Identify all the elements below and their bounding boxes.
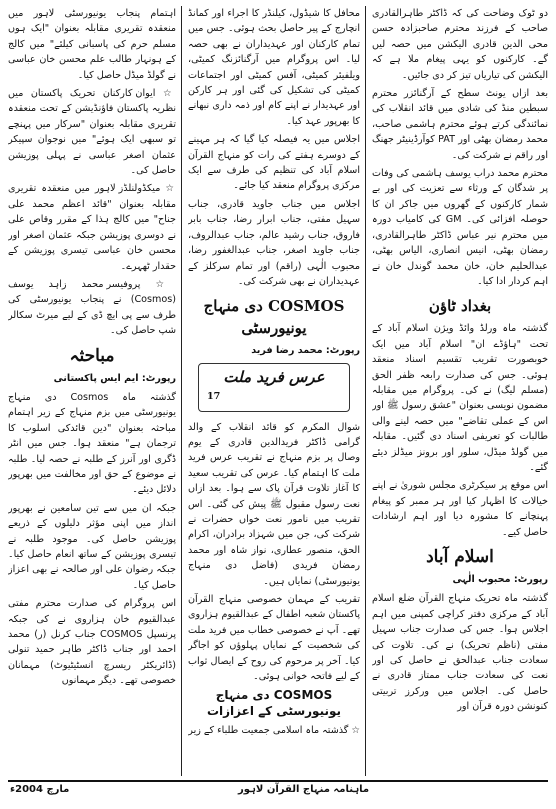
column-divider <box>181 6 182 776</box>
paragraph: اس پروگرام کی صدارت محترم مفتی عبدالقیوم خان ہزاروی نے کی جبکہ پرنسپل COSMOS جناب کرنل (ر) محمد احمد اور جناب ڈاکٹر طاہر حمید تنولی (ڈائریکٹر ریسرچ انسٹیٹیوٹ) مہمانان خصوصی تھے۔ دیگر مہمانوں <box>8 598 176 687</box>
paragraph: جبکہ ان میں سے تین سامعین نے بھرپور انداز میں اپنی مؤثر دلیلوں کے ذریعے پوزیشن حاصل کی۔ موجود طلبہ نے تیسری پوزیشن کے ساتھ انعام حاصل کیا۔ جبکہ رضوان علی اور صالحہ نے بھی اعزاز حاصل کیا۔ <box>8 502 176 591</box>
urs-box <box>198 363 350 412</box>
footer-divider <box>8 780 548 782</box>
page <box>8 6 548 776</box>
section-heading-cosmos: COSMOS دی منہاج یونیورسٹی <box>203 297 345 338</box>
paragraph: تقریب کے مہمان خصوصی منہاج القرآن پاکستان شعبہ اطفال کے عبدالقیوم ہزاروی تھے۔ آپ نے خصوصی خطاب میں فرید ملت کی شخصیت کے نمایاں پہلوؤں کو اجاگر کیا۔ آخر پر مرحوم کی روح کے ایصال ثواب کے لیے فاتحہ خوانی ہوئی۔ <box>188 594 360 683</box>
column-divider <box>365 6 366 776</box>
paragraph: گذشتہ ماہ Cosmos دی منہاج یونیورسٹی میں بزم منہاج کے زیر اہتمام مباحثہ بعنوان "دین قائدکی اسلوب کا ترجمان ہے" منعقد ہوا۔ جس میں انٹر ڈگری اور آنرز کے طلبہ نے حصہ لیا۔ طلبہ نے موضوع کے حق اور مخالفت میں بھرپور دلائل دیئے۔ <box>8 391 176 496</box>
column-left <box>8 6 176 776</box>
paragraph: اجلاس میں جناب جاوید قادری، جناب سہیل مفتی، جناب ابرار رضا، جناب بابر فاروق، جناب رشید عالم، جناب عبدالروف، جناب جاوید اصغر، جناب عبدالغفور رضا، محبوب الٰہی (راقم) اور تمام سرکلز کے عہدیداران نے بھی شرکت کی۔ <box>188 198 360 287</box>
paragraph: ☆ گذشتہ ماہ اسلامی جمعیت طلباء کے زیر <box>188 723 360 738</box>
paragraph: شوال المکرم کو قائد انقلاب کے والد گرامی ڈاکٹر فریدالدین قادری کے یوم وصال پر بزم منہاج نے تقریب عرس فرید ملت کا اہتمام کیا۔ عرس کی تقریب سعید کا آغاز تلاوت قرآن پاک سے ہوا۔ بعد ازاں نعت رسول مقبول ﷺ پیش کی گئی۔ اس تقریب میں نامور نعت خواں حضرات نے شرکت کی، جن میں شہزاد برادران، اکرام الحق، منصور عطاری، نواز شاہ اور محمد رمضان فریدی (فاضل دی منہاج یونیورسٹی) نمایاں ہیں۔ <box>188 421 360 587</box>
paragraph: محافل کا شیڈول، کیلنڈر کا اجراء اور کمانڈ انچارج کے پیر حاصل بحث ہوئی۔ جس میں تمام کارکنان اور عہدیداران نے بھی حصہ لیا۔ اس پروگرام میں آرگنائزنگ کمیٹی، ویلفیئر کمیٹی، آفس کمیٹی اور اجتماعات کمیٹی کی تشکیل کی گئی اور ہر کارکن اور عہدیدار نے اپنے کام اور ذمہ داری نبھانے کا بھرپور عہد کیا۔ <box>188 8 360 127</box>
paragraph: اہتمام پنجاب یونیورسٹی لاہور میں منعقدہ تقریری مقابلہ بعنوان "ایک ہوں مسلم حرم کی پاسبانی کیلئے" میں کالج کے ہونہار طالب علم محسن خان عباسی نے گولڈ میڈل حاصل کیا۔ <box>8 8 176 81</box>
paragraph: ☆ پروفیسر محمد زاہد یوسف (Cosmos) نے پنجاب یونیورسٹی کی طرف سے پی ایچ ڈی کے لیے میرٹ سکالر شپ حاصل کی۔ <box>8 277 176 339</box>
paragraph: اجلاس میں یہ فیصلہ کیا گیا کہ ہر مہینے کے دوسرے ہفتے کی رات کو منہاج القرآن اسلام آباد کی تنظیم کی طرف سے ایک مرکزی پروگرام منعقد کیا جائے۔ <box>188 134 360 192</box>
paragraph: دو ٹوک وضاحت کی کہ ڈاکٹر طاہرالقادری صاحب کے فرزند محترم صاحبزادہ حسن محی الدین قادری الیکشن میں حصہ لیں گے۔ کارکنوں کو یہی پیغام ملا ہے کہ الیکشن کی تیاریاں تیز کر دی جائیں۔ <box>372 8 548 81</box>
byline: رپورٹ: محبوب الٰہی <box>452 574 548 585</box>
paragraph: محترم محمد دراب یوسف ہاشمی کی وفات پر شدگان کے ورثاء سے تعزیت کی اور بے شمار کارکنوں کے گھروں میں جاکر ان کا حوصلہ افزائی کی۔ GM کی کامیاب دورہ میں محترم نیر عباس ڈاکٹر طاہرالقادری، رمضان بھٹی، انیس انصاری، الیاس بھٹی، عبدالحلیم خان، خان محمد گوندل خان نے اہم کردار ادا کیا۔ <box>372 168 548 287</box>
section-heading-debate: مباحثہ <box>69 345 115 366</box>
paragraph: گذشتہ ماہ ورلڈ وائڈ ویژن اسلام آباد کے تحت "ہاؤڈے ان" اسلام آباد میں ایک خوبصورت تقریب تقسیم اسناد منعقد ہوئی۔ جس کی صدارت رابعہ ظفر الحق (مسلم لیگ) نے کی۔ پروگرام میں مقابلہ مضمون نویسی بعنوان "عشق رسول ﷺ اور اس کے عملی تقاضے" میں حصہ لینے والی طالبات کو تعریفی اسناد دی گئیں۔ مقابلہ میں گولڈ میڈل، سلور اور برونز میڈلز دیئے گئے۔ <box>372 323 548 473</box>
issue-date: مارچ 2004ء <box>10 784 70 795</box>
magazine-name: ماہنامہ منہاج القرآن لاہور <box>238 784 370 795</box>
section-heading-baghdad-town: بغداد ٹاؤن <box>428 297 492 316</box>
section-heading-awards: COSMOS دی منہاج یونیورسٹی کے اعزازات <box>206 688 342 718</box>
paragraph: اس موقع پر سیکرٹری مجلس شوریٰ نے اپنے خیالات کا اظہار کیا اور ہر ممبر کو پیغام پہنچانے کا مشورہ دیا اور اہم ارشادات حاصل کیے۔ <box>372 480 548 538</box>
paragraph: ☆ میکڈولنلڈز لاہور میں منعقدہ تقریری مقابلہ بعنوان "قائد اعظم محمد علی جناح" میں کالج ہذا کے مقرر وقاص علی نے دوسری پوزیشن جبکہ عثمان اصغر اور محسن خان عباسی تیسری پوزیشن کے حقدار ٹھہرے۔ <box>8 181 176 273</box>
urs-box-title: عرس فرید ملت <box>223 367 325 386</box>
column-right <box>372 6 548 776</box>
footer <box>8 784 548 802</box>
paragraph: ☆ ایوان کارکنان تحریک پاکستان میں نظریہ پاکستان فاؤنڈیشن کے تحت منعقدہ تقریری مقابلہ بعنوان "سرکار میں پہنچے تو سبھی ایک ہوئے" میں نوجوان سپیکر عثمان اصغر عباسی نے پہلی پوزیشن حاصل کی۔ <box>8 86 176 178</box>
paragraph: بعد ازاں یونٹ سطح کے آرگنائزر محترم سبطین منڈ کی شادی میں قائد انقلاب کی نمائندگی کرتے ہوئے محترم ہاشمی صاحب، محمد رمضان بھٹی اور PAT کوآرڈینیٹر جھنگ اور راقم نے شرکت کی۔ <box>372 88 548 161</box>
byline: رپورٹ: محمد رضا فرید <box>251 345 360 357</box>
paragraph: گذشتہ ماہ تحریک منہاج القرآن ضلع اسلام آباد کے مرکزی دفتر کراچی کمپنی میں اہم اجلاس ہوا۔ جس کی صدارت جناب سہیل مفتی (ناظم تحریک) نے کی۔ تلاوت کی سعادت جناب عبدالحق نے حاصل کی اور نعت کی سعادت جناب ممتاز قادری نے حاصل کی۔ اجلاس میں ورکرز تربیتی کنونشن دورہ قرآن اور <box>372 593 548 713</box>
section-heading-islamabad: اسلام آباد <box>426 547 494 567</box>
urs-box-number: 17 <box>207 391 221 403</box>
byline: رپورٹ: ایم ایس پاکستانی <box>53 372 176 384</box>
column-middle <box>188 6 360 776</box>
